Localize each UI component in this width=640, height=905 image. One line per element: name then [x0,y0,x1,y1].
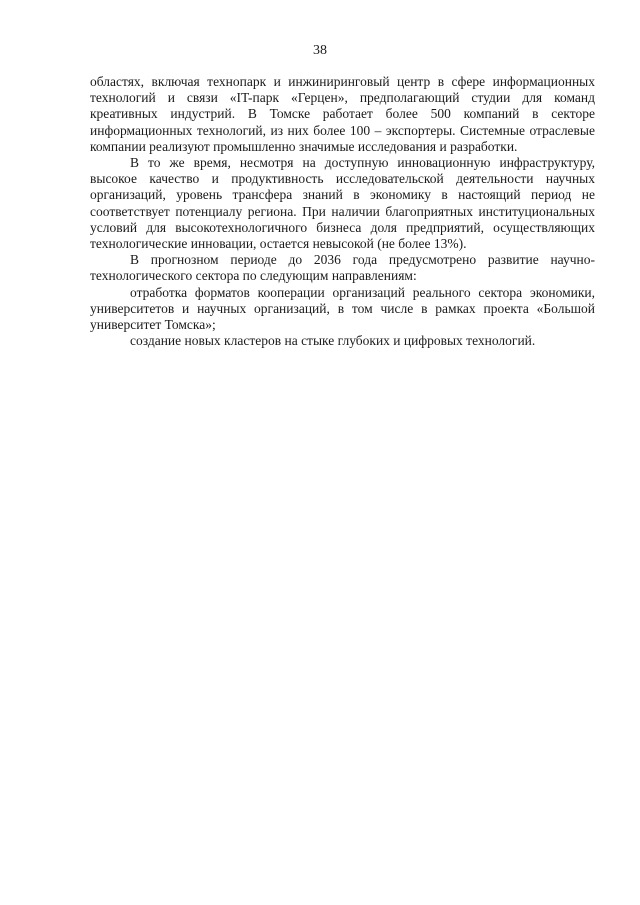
paragraph-knowledge-transfer: В то же время, несмотря на доступную инновационную инфраструктуру, высокое качество и продуктивность исследовательской деятельности научных организаций, уровень трансфера знаний в экономику в настоящий период не соответствует потенциалу региона. При наличии благоприятных институциональных условий для высокотехнологичного бизнеса доля предприятий, осуществляющих технологические инновации, остается невысокой (не более 13%). [90,155,595,252]
list-item-cooperation: отработка форматов кооперации организаций реального сектора экономики, университетов и научных организаций, в том числе в рамках проекта «Большой университет Томска»; [90,284,595,333]
document-body [90,74,595,349]
paragraph-forecast-period: В прогнозном периоде до 2036 года предусмотрено развитие научно-технологического сектора по следующим направлениям: [90,252,595,284]
paragraph-continuation: областях, включая технопарк и инжиниринговый центр в сфере информационных технологий и связи «IT-парк «Герцен», предполагающий студии для команд креативных индустрий. В Томске работает более 500 компаний в секторе информационных технологий, из них более 100 – экспортеры. Системные отраслевые компании реализуют промышленно значимые исследования и разработки. [90,74,595,154]
page-number: 38 [313,43,327,58]
list-item-clusters: создание новых кластеров на стыке глубоких и цифровых технологий. [130,333,536,349]
